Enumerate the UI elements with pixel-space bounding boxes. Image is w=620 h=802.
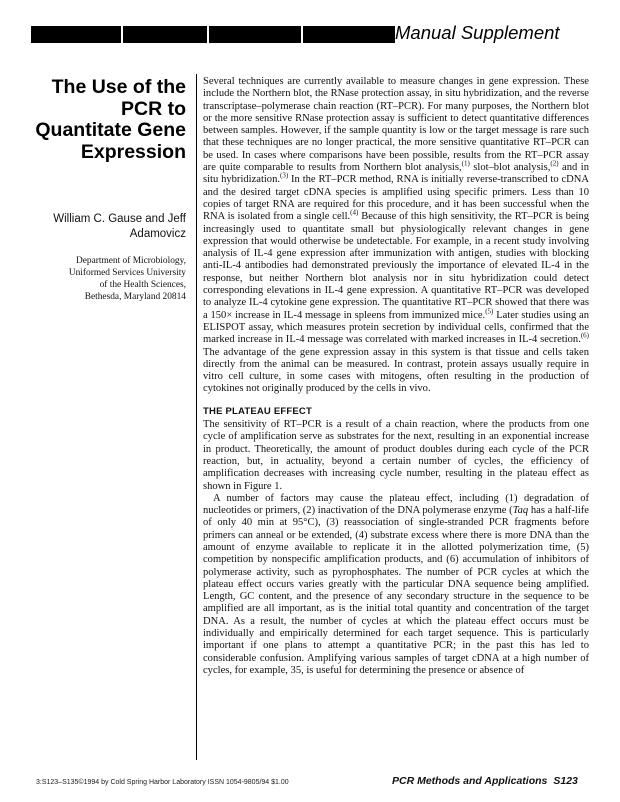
text-run: Later studies using an ELISPOT assay, which measures protein secretion by individual cells, confirmed that the marked increase in IL-4 message was correlated with marked increases in IL-4 secretion.	[203, 309, 590, 346]
paragraph-plateau-1: The sensitivity of RT–PCR is a result of a chain reaction, where the products from one cycle of amplification serve as substrates for the next, resulting in an exponential increase in product. Theoretically, the amount of product doubles during each cycle of the PCR reaction, but, in actuality, beyond a certain number of cycles, the efficiency of amplification decreases with increasing cycle number, resulting in the plateau effect as shown in Figure 1.	[203, 419, 589, 492]
ref-marker: (4)	[350, 208, 359, 217]
ref-marker: (2)	[550, 159, 559, 168]
text-run: slot–blot analysis,	[469, 162, 551, 174]
ref-marker: (3)	[280, 171, 289, 180]
page-number: S123	[553, 775, 578, 787]
ref-marker: (1)	[461, 159, 470, 168]
text-run: The advantage of the gene expression assay in this system is that tissue and cells taken directly from the animal can be measured. In contrast, protein assays usually require in vitro cell culture, in some cases with mitogens, often resulting in the production of cytokines not originally produced by the cells in vivo.	[203, 346, 589, 395]
left-column	[30, 76, 186, 302]
affiliation: Department of Microbiology, Uniformed Services University of the Health Sciences, Bethesda, Maryland 20814	[68, 256, 186, 302]
taq-italic: Taq	[512, 505, 529, 517]
ref-marker: (6)	[580, 331, 589, 340]
header-bar	[31, 26, 395, 43]
section-title: Manual Supplement	[395, 22, 560, 43]
journal-name: PCR Methods and Applications	[392, 775, 548, 787]
paragraph-plateau-2	[203, 493, 589, 677]
footer-citation: 3:S123–S135©1994 by Cold Spring Harbor Laboratory ISSN 1054-9805/94 $1.00	[36, 779, 289, 786]
text-run: and in situ hybridization.	[203, 162, 589, 186]
paragraph-intro	[203, 76, 589, 396]
text-run: A number of factors may cause the plateau effect, including (1) degradation of nucleotides or primers, (2) inactivation of the DNA polymerase enzyme (	[203, 492, 589, 517]
footer-journal	[392, 775, 578, 787]
column-divider	[196, 74, 197, 760]
text-run: Because of this high sensitivity, the RT–PCR is being increasingly used to quantitate small but physiologically relevant changes in gene expression that would otherwise be undetectable. For example, in a recent study involving analysis of IL-4 gene expression after immunization with antigen, studies with blocking anti-IL-4 antibodies had demonstrated previously the importance of elevated IL-4 in the response, but neither Northern blot analysis nor in situ hybridization could detect corresponding elevations in IL-4 gene expression. A quantitative RT–PCR was developed to analyze IL-4 cytokine gene expression. The quantitative RT–PCR showed that there was a 150× increase in IL-4 message in spleens from immunized mice.	[203, 211, 589, 321]
header-hash-marks	[347, 26, 377, 43]
ref-marker: (5)	[485, 307, 494, 316]
authors: William C. Gause and Jeff Adamovicz	[53, 213, 186, 240]
text-run: In the RT–PCR method, RNA is initially reverse-transcribed to cDNA and the desired target cDNA species is amplified using specific primers. Less than 10 copies of target RNA are required for this procedure, and it has been successful when the RNA is isolated from a single cell.	[203, 174, 589, 223]
section-heading: THE PLATEAU EFFECT	[203, 405, 312, 417]
text-run: has a half-life of only 40 min at 95°C), (3) reassociation of single-stranded PCR fragments before primers can anneal or be extended, (4) substrate excess where there is more DNA than the amount of enzyme available to replicate it in the allotted polymerization time, (5) competition by nonspecific amplification products, and (6) accumulation of inhibitors of polymerase activity, such as pyrophosphates. The number of PCR cycles at which the plateau effect occurs varies greatly with the particular DNA sequence being amplified. Length, GC content, and the presence of any secondary structure in the sequence to be amplified are all important, as is the initial total quantity and concentration of the target DNA. As a result, the number of cycles at which the plateau effect occurs must be individually and empirically determined for each target sequence. This is particularly important if one plans to attempt a quantitative PCR; in the past this has led to considerable confusion. Amplifying various samples of target cDNA at a high number of cycles, for example, 35, is useful for determining the presence or absence of	[203, 505, 589, 676]
body-column	[203, 76, 589, 677]
text-run: Several techniques are currently available to measure changes in gene expression. These include the Northern blot, the RNase protection assay, in situ hybridization, and the reverse transcriptase–polymerase chain reaction (RT–PCR). For many purposes, the Northern blot or the more sensitive RNase protection assay is sufficient to detect quantitative differences between samples. However, if the sample quantity is low or the target message is rare such that these techniques are no longer practical, the more sensitive quantitative RT–PCR can be used. In cases where comparisons have been possible, results from the RT–PCR assay are quite comparable to results from Northern blot analysis,	[203, 76, 589, 174]
article-title: The Use of the PCR to Quantitate Gene Expression	[35, 76, 186, 163]
